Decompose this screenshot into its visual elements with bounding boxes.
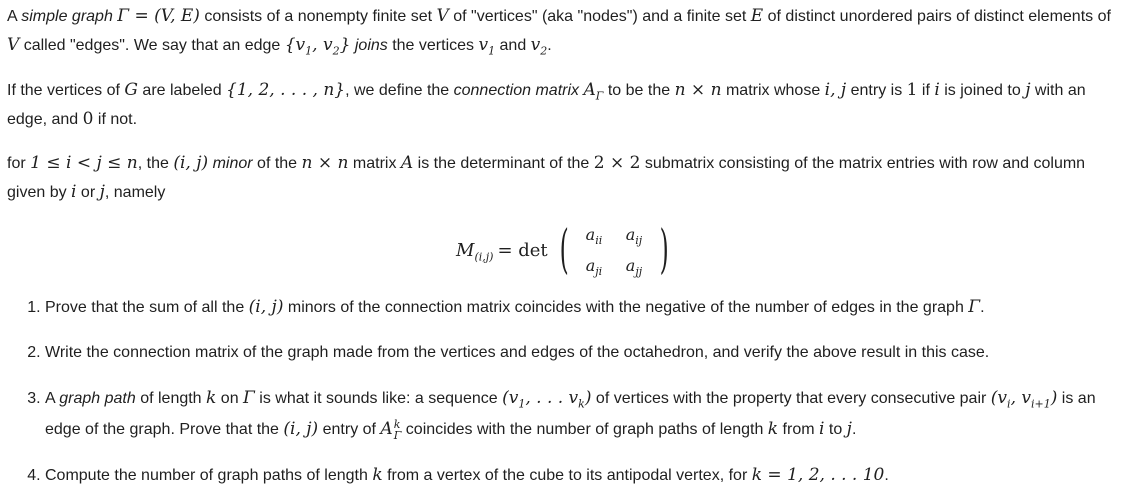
problem-list [0,292,1120,491]
paragraph-connection-matrix [7,76,1122,134]
text: the vertices [387,37,479,54]
math: j [99,182,105,202]
math: V [7,35,20,55]
math: G [124,80,138,100]
paragraph-simple-graph-definition [7,2,1122,60]
text: called "edges". We say that an edge [19,37,285,54]
problem-item-1: 1. Prove that the sum of all the (i, j) minors of the connection matrix coincides with the negative of the number of edges in the graph Γ. [45,292,1120,323]
text: and [495,37,531,54]
text: or [76,184,100,201]
math: 1 ≤ i < j ≤ n [30,153,138,173]
math: i, j [824,80,847,100]
text: of distinct unordered pairs of distinct elements of [763,8,1111,25]
text: If the vertices of [7,82,125,99]
math: (i, j) [173,153,209,173]
text: of the [252,155,302,172]
math-a-gamma: $A_\Gamma$ [583,80,604,103]
problem-item-4: 4. Compute the number of graph paths of length k from a vertex of the cube to its antipodal vertex, for k = 1, 2, . . . 10. [45,460,1120,491]
math: A [400,153,414,173]
right-paren: ) [659,220,669,280]
text: A [7,8,22,25]
math-v2: $v_2$ [530,35,548,58]
math: i [934,80,940,100]
left-paren: ( [559,220,569,280]
math-edge: {$v_1$, $v_2$} [284,35,351,58]
math: E [750,6,764,26]
text: is the determinant of the [413,155,594,172]
text: of "vertices" (aka "nodes") and a finite set [448,8,751,25]
math: n × n [301,153,349,173]
text: with an edge, and [7,82,1086,128]
entry-a-ii: $a_{ii}$ [585,225,603,248]
math: 0 [82,109,94,129]
text: is joined to [939,82,1026,99]
equation-lhs: $M_{(i,j)}$ [456,239,494,264]
term-simple-graph: simple graph [21,8,113,25]
text: matrix [348,155,401,172]
matrix-entries [574,225,654,279]
math: Γ = (V, E) [117,6,200,26]
text: if not. [93,111,138,128]
entry-a-ij: $a_{ij}$ [625,225,643,248]
text: are labeled [137,82,227,99]
math: V [436,6,449,26]
text: if [917,82,935,99]
matrix-2x2 [554,220,675,280]
text: to be the [603,82,675,99]
term-joins: joins [354,37,388,54]
equation-det: = det [497,239,548,261]
math-v1: $v_1$ [478,35,496,58]
entry-a-ji: $a_{ji}$ [585,256,603,279]
math: n × n [674,80,722,100]
text: submatrix consisting of the matrix entries with row and column given by [7,155,1086,201]
math: 2 × 2 [593,153,641,173]
text: , namely [104,184,166,201]
entry-a-jj: $a_{jj}$ [625,256,643,279]
text: entry is [846,82,907,99]
text: for [7,155,31,172]
text: . [547,37,552,54]
math: {1, 2, . . . , n} [226,80,346,100]
text: matrix whose [721,82,825,99]
paragraph-minor-definition [7,149,1122,207]
text: , the [137,155,174,172]
math: j [1025,80,1031,100]
minor-determinant-equation [456,219,674,281]
math: 1 [906,80,918,100]
term-connection-matrix: connection matrix [453,82,580,99]
text: consists of a nonempty finite set [199,8,437,25]
math: i [71,182,77,202]
text: , we define the [345,82,454,99]
problem-item-2: 2. Write the connection matrix of the graph made from the vertices and edges of the octahedron, and verify the above result in this case. [45,338,1120,368]
problem-item-3: 3. A graph path of length k on Γ is what it sounds like: a sequence ($v_1$, . . . $v_k$) of vertices with the property that every consecutive pair ($v_i$, $v_{i+1}$) is an edge of the graph. Prove that the (i, j) entry of A k Γ coincides with the number of graph paths of length k from i to j. [45,383,1120,445]
term-minor: minor [212,155,253,172]
